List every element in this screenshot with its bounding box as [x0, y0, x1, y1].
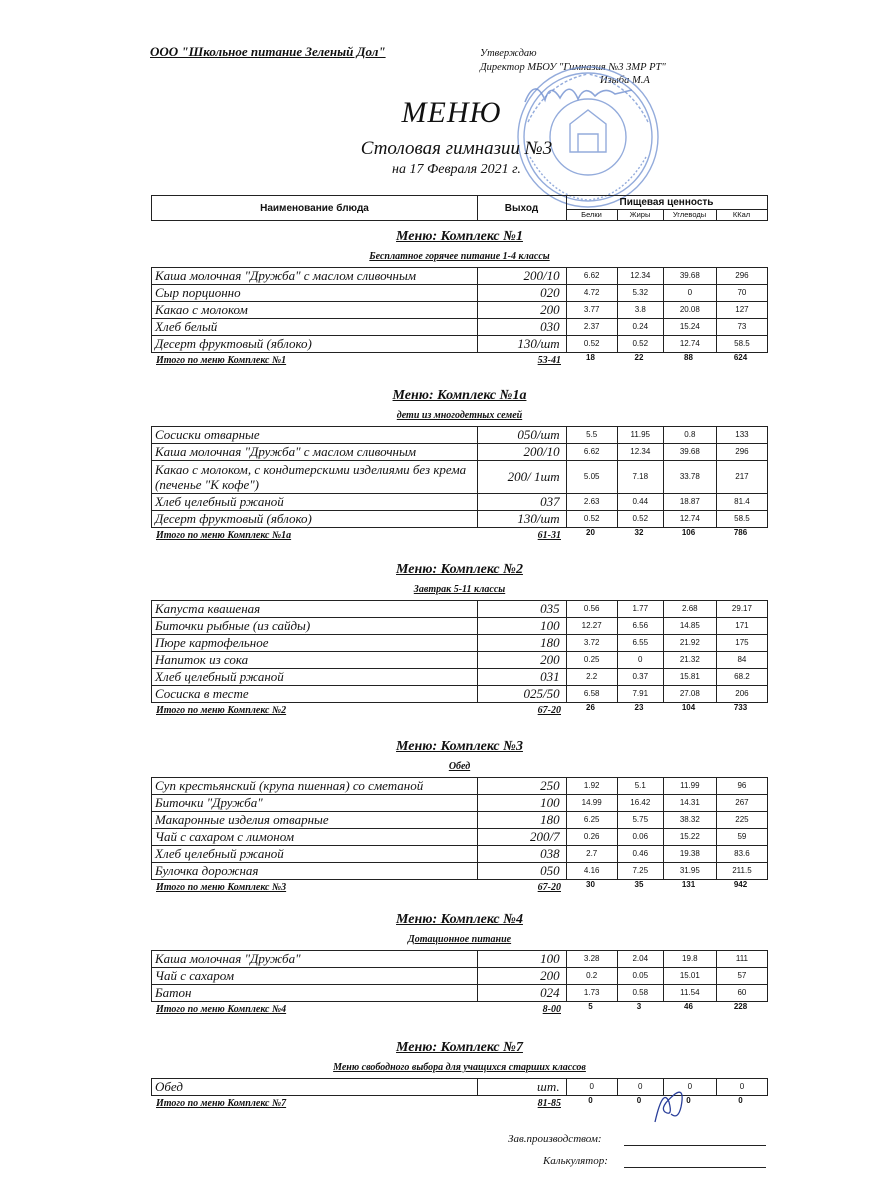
carbs-value: 19.8 — [663, 951, 716, 968]
approval-line: Директор МБОУ "Гимназия №3 ЗМР РТ" — [480, 61, 666, 73]
fat-value: 7.25 — [617, 863, 663, 880]
total-output: 67-20 — [537, 705, 561, 716]
fat-value: 0 — [617, 1079, 663, 1096]
kcal-value: 217 — [716, 461, 767, 494]
dish-name: Биточки рыбные (из сайды) — [152, 618, 478, 635]
kcal-value: 58.5 — [716, 336, 767, 353]
dish-output: 200/ 1шт — [477, 461, 566, 494]
total-label: Итого по меню Комплекс №2 — [156, 705, 287, 716]
menu-row — [152, 336, 768, 353]
menu-row — [152, 319, 768, 336]
dish-name: Сосиска в тесте — [152, 686, 478, 703]
dish-name: Капуста квашеная — [152, 601, 478, 618]
protein-value: 6.58 — [566, 686, 617, 703]
dish-name: Обед — [152, 1079, 478, 1096]
protein-value: 2.7 — [566, 846, 617, 863]
total-fat: 3 — [636, 1002, 642, 1011]
menu-date: на 17 Февраля 2021 г. — [392, 162, 521, 177]
total-carbs: 131 — [681, 880, 696, 889]
dish-output: 100 — [477, 795, 566, 812]
carbs-value: 0.8 — [663, 427, 716, 444]
dish-name: Батон — [152, 985, 478, 1002]
section-table — [151, 426, 768, 528]
fat-value: 1.77 — [617, 601, 663, 618]
carbs-value: 33.78 — [663, 461, 716, 494]
fat-value: 7.91 — [617, 686, 663, 703]
menu-row — [152, 461, 768, 494]
menu-row — [152, 968, 768, 985]
fat-value: 0.58 — [617, 985, 663, 1002]
dish-output: 200 — [477, 652, 566, 669]
approval-line: Утверждаю — [480, 48, 537, 59]
kcal-value: 211.5 — [716, 863, 767, 880]
dish-output: 035 — [477, 601, 566, 618]
dish-name: Сыр порционно — [152, 285, 478, 302]
fat-value: 0.52 — [617, 511, 663, 528]
menu-row — [152, 285, 768, 302]
carbs-value: 39.68 — [663, 444, 716, 461]
protein-value: 14.99 — [566, 795, 617, 812]
menu-row — [152, 795, 768, 812]
total-label: Итого по меню Комплекс №7 — [156, 1098, 287, 1109]
fat-value: 0.05 — [617, 968, 663, 985]
kcal-value: 70 — [716, 285, 767, 302]
column-kcal: ККал — [732, 210, 751, 219]
fat-value: 12.34 — [617, 268, 663, 285]
carbs-value: 2.68 — [663, 601, 716, 618]
total-label: Итого по меню Комплекс №4 — [156, 1004, 287, 1015]
fat-value: 5.75 — [617, 812, 663, 829]
page-title: МЕНЮ — [401, 96, 502, 129]
column-fat: Жиры — [617, 209, 664, 220]
section-total — [151, 882, 768, 896]
column-protein: Белки — [566, 209, 618, 220]
total-protein: 0 — [588, 1096, 593, 1105]
carbs-value: 39.68 — [663, 268, 716, 285]
kcal-value: 296 — [716, 268, 767, 285]
kcal-value: 59 — [716, 829, 767, 846]
calculator-label: Калькулятор: — [543, 1155, 608, 1167]
fat-value: 11.95 — [617, 427, 663, 444]
dish-output: 031 — [477, 669, 566, 686]
protein-value: 1.73 — [566, 985, 617, 1002]
total-output: 61-31 — [537, 530, 561, 541]
menu-row — [152, 444, 768, 461]
protein-value: 5.05 — [566, 461, 617, 494]
column-carbs: Углеводы — [663, 209, 717, 220]
kcal-value: 57 — [716, 968, 767, 985]
page-subtitle: Столовая гимназии №3 — [360, 138, 553, 159]
total-output: 53-41 — [537, 355, 561, 366]
protein-value: 2.2 — [566, 669, 617, 686]
fat-value: 0.37 — [617, 669, 663, 686]
handwritten-signature — [645, 1082, 695, 1127]
menu-row — [152, 427, 768, 444]
kcal-value: 175 — [716, 635, 767, 652]
protein-value: 0.52 — [566, 336, 617, 353]
protein-value: 0.56 — [566, 601, 617, 618]
total-protein: 30 — [586, 880, 595, 889]
carbs-value: 0 — [663, 285, 716, 302]
dish-name: Хлеб целебный ржаной — [152, 494, 478, 511]
dish-output: шт. — [477, 1079, 566, 1096]
carbs-value: 12.74 — [663, 336, 716, 353]
protein-value: 2.63 — [566, 494, 617, 511]
column-name: Наименование блюда — [152, 196, 478, 220]
section-table — [151, 267, 768, 353]
protein-value: 2.37 — [566, 319, 617, 336]
protein-value: 0.26 — [566, 829, 617, 846]
total-fat: 23 — [634, 703, 644, 712]
carbs-value: 14.31 — [663, 795, 716, 812]
protein-value: 6.62 — [566, 444, 617, 461]
kcal-value: 29.17 — [716, 601, 767, 618]
dish-name: Какао с молоком, с кондитерскими изделиями без крема (печенье "К кофе") — [152, 461, 478, 494]
dish-output: 100 — [477, 618, 566, 635]
section-title: Меню: Комплекс №1 — [396, 229, 523, 244]
dish-output: 130/шт — [477, 336, 566, 353]
protein-value: 3.77 — [566, 302, 617, 319]
menu-row — [152, 618, 768, 635]
carbs-value: 20.08 — [663, 302, 716, 319]
menu-row — [152, 686, 768, 703]
dish-name: Биточки "Дружба" — [152, 795, 478, 812]
fat-value: 6.55 — [617, 635, 663, 652]
total-output: 8-00 — [542, 1004, 561, 1015]
dish-output: 200 — [477, 302, 566, 319]
total-protein: 5 — [588, 1002, 593, 1011]
total-carbs: 88 — [684, 353, 693, 362]
section-subtitle: дети из многодетных семей — [396, 410, 523, 421]
section-subtitle: Меню свободного выбора для учащихся старших классов — [333, 1062, 586, 1073]
dish-output: 200/10 — [477, 268, 566, 285]
protein-value: 0.2 — [566, 968, 617, 985]
section-subtitle: Обед — [448, 761, 471, 772]
fat-value: 2.04 — [617, 951, 663, 968]
dish-output: 025/50 — [477, 686, 566, 703]
dish-name: Макаронные изделия отварные — [152, 812, 478, 829]
dish-output: 180 — [477, 635, 566, 652]
menu-row — [152, 863, 768, 880]
total-protein: 20 — [586, 528, 595, 537]
dish-name: Булочка дорожная — [152, 863, 478, 880]
menu-row — [152, 302, 768, 319]
carbs-value: 14.85 — [663, 618, 716, 635]
carbs-value: 11.99 — [663, 778, 716, 795]
production-head-label: Зав.производством: — [508, 1133, 602, 1145]
carbs-value: 15.22 — [663, 829, 716, 846]
section-table — [151, 950, 768, 1002]
section-subtitle: Бесплатное горячее питание 1-4 классы — [369, 251, 550, 262]
dish-name: Какао с молоком — [152, 302, 478, 319]
kcal-value: 60 — [716, 985, 767, 1002]
column-header — [151, 195, 768, 221]
section-total — [151, 1004, 768, 1018]
section-title: Меню: Комплекс №2 — [396, 562, 523, 577]
menu-row — [152, 494, 768, 511]
carbs-value: 11.54 — [663, 985, 716, 1002]
dish-output: 200/10 — [477, 444, 566, 461]
protein-value: 6.62 — [566, 268, 617, 285]
total-label: Итого по меню Комплекс №1а — [156, 530, 292, 541]
protein-value: 1.92 — [566, 778, 617, 795]
protein-value: 0.25 — [566, 652, 617, 669]
dish-output: 200/7 — [477, 829, 566, 846]
protein-value: 4.72 — [566, 285, 617, 302]
menu-row — [152, 601, 768, 618]
total-carbs: 104 — [681, 703, 696, 712]
total-carbs: 46 — [684, 1002, 693, 1011]
dish-output: 030 — [477, 319, 566, 336]
kcal-value: 81.4 — [716, 494, 767, 511]
section-title: Меню: Комплекс №1а — [392, 388, 527, 403]
section-title: Меню: Комплекс №4 — [396, 912, 523, 927]
carbs-value: 0 — [663, 1079, 716, 1096]
protein-value: 3.28 — [566, 951, 617, 968]
total-carbs: 106 — [681, 528, 696, 537]
total-label: Итого по меню Комплекс №3 — [156, 882, 287, 893]
fat-value: 0 — [617, 652, 663, 669]
fat-value: 5.32 — [617, 285, 663, 302]
total-carbs: 0 — [686, 1096, 691, 1105]
total-fat: 32 — [634, 528, 644, 537]
menu-row — [152, 511, 768, 528]
protein-value: 4.16 — [566, 863, 617, 880]
menu-row — [152, 985, 768, 1002]
total-fat: 22 — [634, 353, 644, 362]
kcal-value: 111 — [716, 951, 767, 968]
carbs-value: 21.92 — [663, 635, 716, 652]
total-label: Итого по меню Комплекс №1 — [156, 355, 287, 366]
kcal-value: 171 — [716, 618, 767, 635]
section-subtitle: Завтрак 5-11 классы — [413, 584, 506, 595]
section-total — [151, 705, 768, 719]
protein-value: 12.27 — [566, 618, 617, 635]
kcal-value: 225 — [716, 812, 767, 829]
total-protein: 18 — [586, 353, 595, 362]
total-kcal: 733 — [733, 703, 748, 712]
kcal-value: 0 — [716, 1079, 767, 1096]
carbs-value: 38.32 — [663, 812, 716, 829]
menu-row — [152, 829, 768, 846]
fat-value: 6.56 — [617, 618, 663, 635]
menu-row — [152, 669, 768, 686]
total-fat: 0 — [636, 1096, 642, 1105]
menu-row — [152, 778, 768, 795]
carbs-value: 18.87 — [663, 494, 716, 511]
fat-value: 0.46 — [617, 846, 663, 863]
fat-value: 0.24 — [617, 319, 663, 336]
kcal-value: 83.6 — [716, 846, 767, 863]
total-kcal: 942 — [733, 880, 748, 889]
organization-name: ООО "Школьное питание Зеленый Дол" — [150, 44, 386, 59]
dish-output: 200 — [477, 968, 566, 985]
kcal-value: 96 — [716, 778, 767, 795]
total-fat: 35 — [634, 880, 644, 889]
fat-value: 7.18 — [617, 461, 663, 494]
calculator-signature-line — [624, 1166, 766, 1168]
total-output: 67-20 — [537, 882, 561, 893]
section-table — [151, 777, 768, 880]
menu-row — [152, 812, 768, 829]
carbs-value: 15.81 — [663, 669, 716, 686]
section-total — [151, 355, 768, 369]
dish-name: Суп крестьянский (крупа пшенная) со сметаной — [152, 778, 478, 795]
fat-value: 0.06 — [617, 829, 663, 846]
dish-name: Хлеб целебный ржаной — [152, 669, 478, 686]
section-table — [151, 600, 768, 703]
dish-name: Напиток из сока — [152, 652, 478, 669]
kcal-value: 84 — [716, 652, 767, 669]
column-nutrition: Пищевая ценность — [566, 196, 767, 210]
dish-output: 100 — [477, 951, 566, 968]
dish-name: Десерт фруктовый (яблоко) — [152, 336, 478, 353]
protein-value: 3.72 — [566, 635, 617, 652]
carbs-value: 12.74 — [663, 511, 716, 528]
total-kcal: 786 — [733, 528, 748, 537]
carbs-value: 19.38 — [663, 846, 716, 863]
protein-value: 6.25 — [566, 812, 617, 829]
dish-name: Хлеб целебный ржаной — [152, 846, 478, 863]
fat-value: 5.1 — [617, 778, 663, 795]
column-output: Выход — [477, 196, 567, 220]
fat-value: 3.8 — [617, 302, 663, 319]
dish-output: 250 — [477, 778, 566, 795]
total-kcal: 624 — [733, 353, 748, 362]
menu-row — [152, 951, 768, 968]
protein-value: 5.5 — [566, 427, 617, 444]
section-subtitle: Дотационное питание — [407, 934, 512, 945]
dish-output: 050 — [477, 863, 566, 880]
section-title: Меню: Комплекс №3 — [396, 739, 523, 754]
dish-output: 038 — [477, 846, 566, 863]
kcal-value: 58.5 — [716, 511, 767, 528]
kcal-value: 73 — [716, 319, 767, 336]
menu-row — [152, 652, 768, 669]
dish-name: Десерт фруктовый (яблоко) — [152, 511, 478, 528]
dish-output: 130/шт — [477, 511, 566, 528]
section-total — [151, 530, 768, 544]
dish-output: 050/шт — [477, 427, 566, 444]
kcal-value: 206 — [716, 686, 767, 703]
menu-row — [152, 635, 768, 652]
dish-name: Чай с сахаром с лимоном — [152, 829, 478, 846]
kcal-value: 68.2 — [716, 669, 767, 686]
total-output: 81-85 — [537, 1098, 561, 1109]
carbs-value: 15.24 — [663, 319, 716, 336]
dish-name: Чай с сахаром — [152, 968, 478, 985]
dish-output: 180 — [477, 812, 566, 829]
dish-output: 020 — [477, 285, 566, 302]
kcal-value: 133 — [716, 427, 767, 444]
dish-output: 024 — [477, 985, 566, 1002]
fat-value: 16.42 — [617, 795, 663, 812]
kcal-value: 267 — [716, 795, 767, 812]
menu-row — [152, 846, 768, 863]
dish-output: 037 — [477, 494, 566, 511]
menu-row — [152, 268, 768, 285]
fat-value: 0.52 — [617, 336, 663, 353]
fat-value: 0.44 — [617, 494, 663, 511]
protein-value: 0.52 — [566, 511, 617, 528]
carbs-value: 31.95 — [663, 863, 716, 880]
dish-name: Пюре картофельное — [152, 635, 478, 652]
approval-line: Изыба М.А — [600, 75, 650, 86]
dish-name: Каша молочная "Дружба" — [152, 951, 478, 968]
total-kcal: 228 — [733, 1002, 748, 1011]
fat-value: 12.34 — [617, 444, 663, 461]
section-title: Меню: Комплекс №7 — [396, 1040, 523, 1055]
total-kcal: 0 — [738, 1096, 743, 1105]
carbs-value: 15.01 — [663, 968, 716, 985]
kcal-value: 296 — [716, 444, 767, 461]
dish-name: Хлеб белый — [152, 319, 478, 336]
kcal-value: 127 — [716, 302, 767, 319]
production-head-signature-line — [624, 1144, 766, 1146]
carbs-value: 27.08 — [663, 686, 716, 703]
dish-name: Сосиски отварные — [152, 427, 478, 444]
protein-value: 0 — [566, 1079, 617, 1096]
dish-name: Каша молочная "Дружба" с маслом сливочным — [152, 268, 478, 285]
dish-name: Каша молочная "Дружба" с маслом сливочным — [152, 444, 478, 461]
carbs-value: 21.32 — [663, 652, 716, 669]
total-protein: 26 — [586, 703, 595, 712]
